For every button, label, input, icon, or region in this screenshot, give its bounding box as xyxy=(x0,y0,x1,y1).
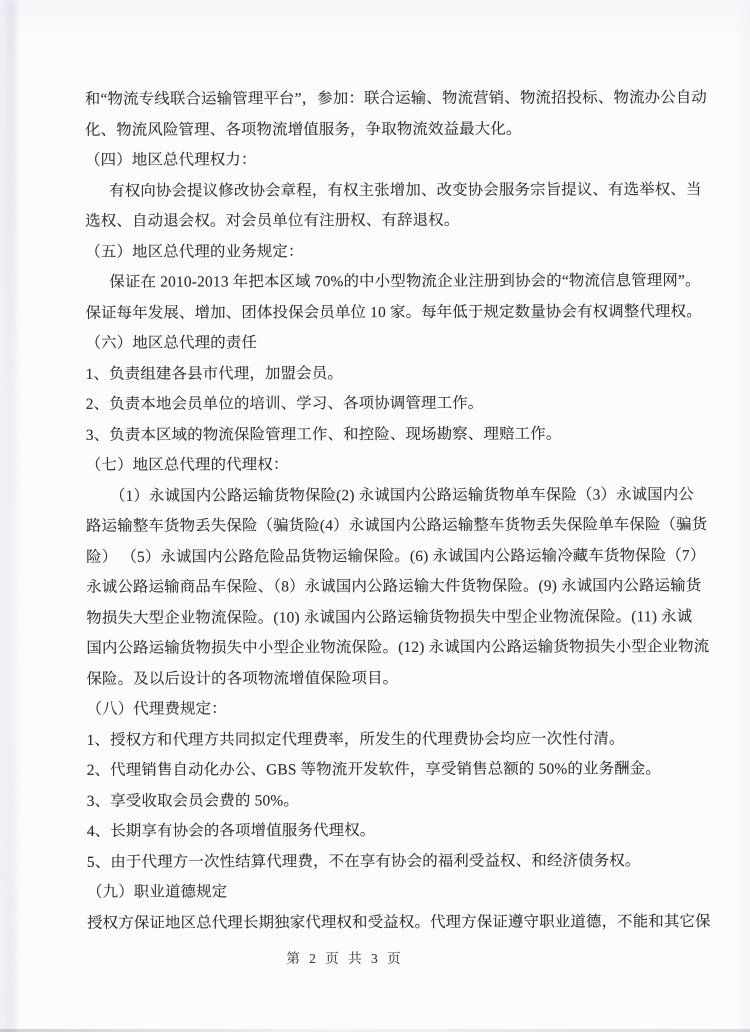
document-line: 永诚公路运输商品车保险、（8）永诚国内公路运输大件货物保险。(9) 永诚国内公路运输货 xyxy=(86,577,702,596)
document-line: （1）永诚国内公路运输货物保险(2) 永诚国内公路运输货物单车保险（3）永诚国内公 xyxy=(109,485,695,505)
document-line: 1、负责组建各县市代理，加盟会员。 xyxy=(85,364,344,383)
document-line: （六）地区总代理的责任 xyxy=(85,334,258,352)
document-body xyxy=(85,83,731,939)
document-line: （八）代理费规定： xyxy=(86,700,227,718)
scan-shadow-left-edge xyxy=(6,0,16,1032)
document-line: （七）地区总代理的代理权： xyxy=(85,456,289,474)
document-line: 1、授权方和代理方共同拟定代理费率，所发生的代理费协会均应一次性付清。 xyxy=(86,729,625,749)
document-line: 2、负责本地会员单位的培训、学习、各项协调管理工作。 xyxy=(85,394,484,413)
document-line: 有权向协会提议修改协会章程，有权主张增加、改变协会服务宗旨提议、有选举权、当 xyxy=(109,180,702,200)
document-line: （四）地区总代理权力： xyxy=(85,151,257,169)
document-line: 5、由于代理方一次性结算代理费，不在享有协会的福利受益权、和经济债务权。 xyxy=(86,851,641,871)
document-line: 险） （5）永诚国内公路危险品货物运输保险。(6) 永诚国内公路运输冷藏车货物保险（7） xyxy=(86,546,706,566)
document-line: 和“物流专线联合运输管理平台”，参加：联合运输、物流营销、物流招投标、物流办公自动 xyxy=(84,89,708,108)
document-line: 4、长期享有协会的各项增值服务代理权。 xyxy=(86,822,376,840)
document-line: 保证在 2010-2013 年把本区域 70%的中小型物流企业注册到协会的“物流信息管理网”。 xyxy=(109,272,701,291)
document-line: 2、代理销售自动化办公、GBS 等物流开发软件，享受销售总额的 50%的业务酬金。 xyxy=(86,760,661,779)
document-line: 保险。及以后设计的各项物流增值保险项目。 xyxy=(86,669,399,688)
document-line: （五）地区总代理的业务规定： xyxy=(85,242,304,261)
document-line: 保证每年发展、增加、团体投保会员单位 10 家。每年低于规定数量协会有权调整代理权。 xyxy=(85,302,702,322)
document-line: 3、负责本区域的物流保险管理工作、和控险、现场勘察、理赔工作。 xyxy=(85,425,562,444)
document-line: 化、物流风险管理、各项物流增值服务，争取物流效益最大化。 xyxy=(84,120,522,139)
document-line: 3、享受收取会员会费的 50%。 xyxy=(86,791,300,810)
document-line: 选权、自动退会权。对会员单位有注册权、有辞退权。 xyxy=(85,211,460,230)
document-line: 路运输整车货物丢失保险（骗货险(4）永诚国内公路运输整车货物丢失保险单车保险（骗货 xyxy=(86,516,708,535)
document-line: 国内公路运输货物损失中小型企业物流保险。(12) 永诚国内公路运输货物损失小型企业物流 xyxy=(86,638,710,657)
document-line: （九）职业道德规定 xyxy=(86,883,228,901)
document-line: 授权方保证地区总代理长期独家代理权和受益权。代理方保证遵守职业道德，不能和其它保 xyxy=(87,912,711,932)
document-line: 物损失大型企业物流保险。(10) 永诚国内公路运输货物损失中型企业物流保险。(11) 永诚 xyxy=(86,607,693,627)
page-number: 第 2 页 共 3 页 xyxy=(286,951,404,966)
